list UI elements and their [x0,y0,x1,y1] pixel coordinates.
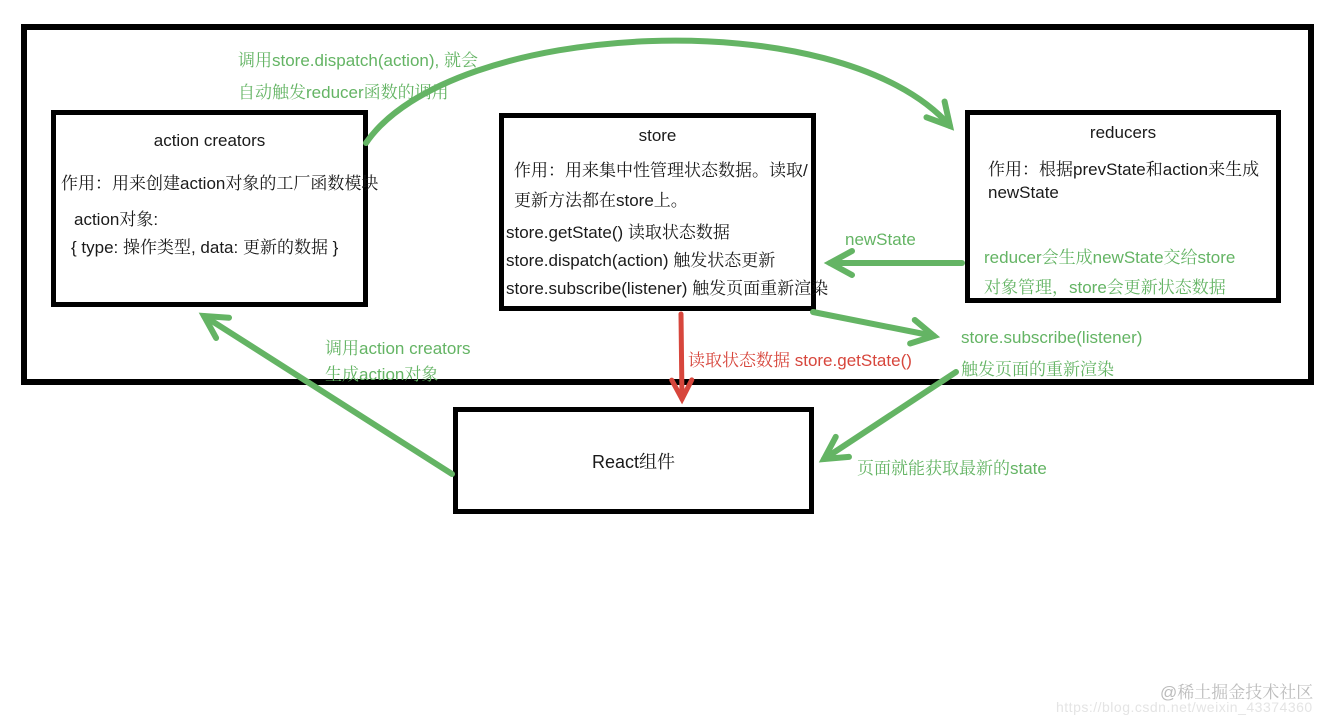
action-creators-title: action creators [153,131,266,150]
dispatch-annotation-line1: 调用store.dispatch(action), 就会 [238,51,478,70]
rerender-arrow-to-react [824,372,956,459]
store-api-subscribe: store.subscribe(listener) 触发页面重新渲染 [506,279,829,298]
subscribe-label-line2: 触发页面的重新渲染 [961,360,1114,379]
dispatch-annotation-line2: 自动触发reducer函数的调用 [238,83,449,102]
reducers-purpose-line1: 作用：根据prevState和action来生成 [988,160,1260,179]
watermark-url: https://blog.csdn.net/weixin_43374360 [1056,699,1313,715]
call-action-creators-line2: 生成action对象 [325,365,439,384]
react-component-box [453,407,814,514]
store-box [499,113,829,311]
action-creators-box [51,110,379,307]
react-component-title: React组件 [591,451,676,472]
action-creators-purpose: 作用：用来创建action对象的工厂函数模块 [61,174,379,193]
store-purpose-line2: 更新方法都在store上。 [514,191,688,210]
action-object-label: action对象: [74,210,159,229]
newstate-label: newState [845,230,916,249]
reducers-box [965,110,1281,303]
reducers-note-line2: 对象管理，store会更新状态数据 [984,278,1226,297]
reducers-note-line1: reducer会生成newState交给store [984,248,1236,267]
call-action-creators-line1: 调用action creators [325,339,471,358]
page-gets-state-label: 页面就能获取最新的state [857,459,1047,478]
read-state-label: 读取状态数据 store.getState() [688,351,912,370]
reducers-purpose-line2: newState [988,183,1059,202]
reducers-title: reducers [1089,123,1157,142]
store-purpose-line1: 作用：用来集中性管理状态数据。读取/ [514,161,808,180]
subscribe-label-line1: store.subscribe(listener) [961,328,1143,347]
watermark-community: @稀土掘金技术社区 [1160,683,1314,702]
store-api-dispatch: store.dispatch(action) 触发状态更新 [506,251,776,270]
store-api-getstate: store.getState() 读取状态数据 [506,223,730,242]
action-object-shape: { type: 操作类型, data: 更新的数据 } [71,238,339,257]
store-title: store [638,126,677,145]
